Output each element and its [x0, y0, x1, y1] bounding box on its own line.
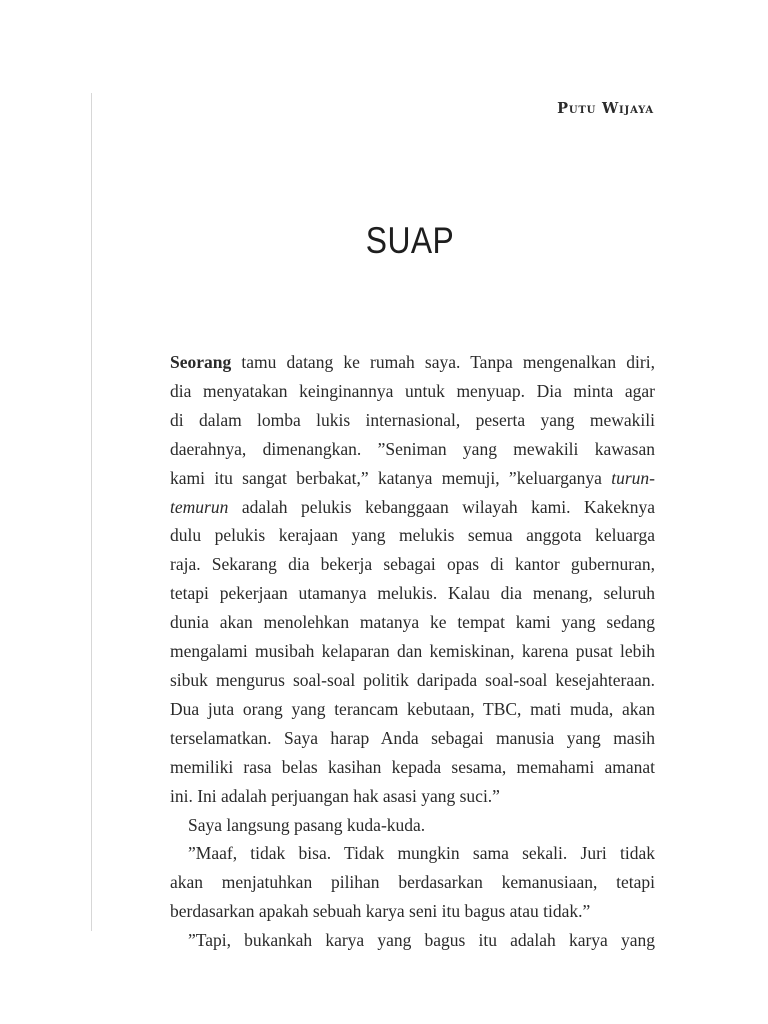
text-line: terselamatkan. Saya harap Anda sebagai manusia yang masih: [170, 727, 655, 748]
italic-word: temurun: [170, 496, 229, 517]
text-line: berdasarkan apakah sebuah karya seni itu bagus atau tidak.”: [170, 901, 591, 922]
text-line: raja. Sekarang dia bekerja sebagai opas di kantor gubernuran,: [170, 554, 655, 575]
text-line: dia menyatakan keinginannya untuk menyuap. Dia minta agar: [170, 380, 655, 401]
text-line: akan menjatuhkan pilihan berdasarkan kemanusiaan, tetapi: [170, 872, 655, 893]
text-line: dulu pelukis kerajaan yang melukis semua anggota keluarga: [170, 525, 655, 546]
text-line: mengalami musibah kelaparan dan kemiskinan, karena pusat lebih: [170, 641, 655, 662]
text-line: ini. Ini adalah perjuangan hak asasi yang suci.”: [170, 785, 500, 806]
text-line: ”Maaf, tidak bisa. Tidak mungkin sama sekali. Juri tidak: [188, 843, 655, 864]
text-line: daerahnya, dimenangkan. ”Seniman yang mewakili kawasan: [170, 438, 655, 459]
text-line: Dua juta orang yang terancam kebutaan, TBC, mati muda, akan: [170, 698, 655, 719]
text-line: Saya langsung pasang kuda-kuda.: [188, 814, 426, 835]
text-line: Seorang tamu datang ke rumah saya. Tanpa mengenalkan diri,: [170, 352, 655, 372]
text-line: temurun adalah pelukis kebanggaan wilayah kami. Kakeknya: [170, 496, 655, 517]
text-line: ”Tapi, bukankah karya yang bagus itu adalah karya yang: [188, 930, 655, 951]
text-line: di dalam lomba lukis internasional, peserta yang mewakili: [170, 409, 655, 430]
text-line: sibuk mengurus soal-soal politik daripada soal-soal kesejahteraan.: [170, 669, 655, 690]
text-line: memiliki rasa belas kasihan kepada sesama, memahami amanat: [170, 756, 655, 777]
text-line: tetapi pekerjaan utamanya melukis. Kalau dia menang, seluruh: [170, 583, 655, 604]
running-head-author: Putu Wijaya: [557, 100, 654, 117]
chapter-title: SUAP: [365, 220, 455, 261]
text-line: kami itu sangat berbakat,” katanya memuji, ”keluarganya turun-: [170, 467, 655, 488]
text-line: dunia akan menolehkan matanya ke tempat kami yang sedang: [170, 612, 655, 633]
lead-word: Seorang: [170, 352, 232, 372]
page-gutter-line: [91, 93, 92, 931]
body-text: [170, 348, 655, 955]
italic-word: turun-: [611, 467, 655, 488]
